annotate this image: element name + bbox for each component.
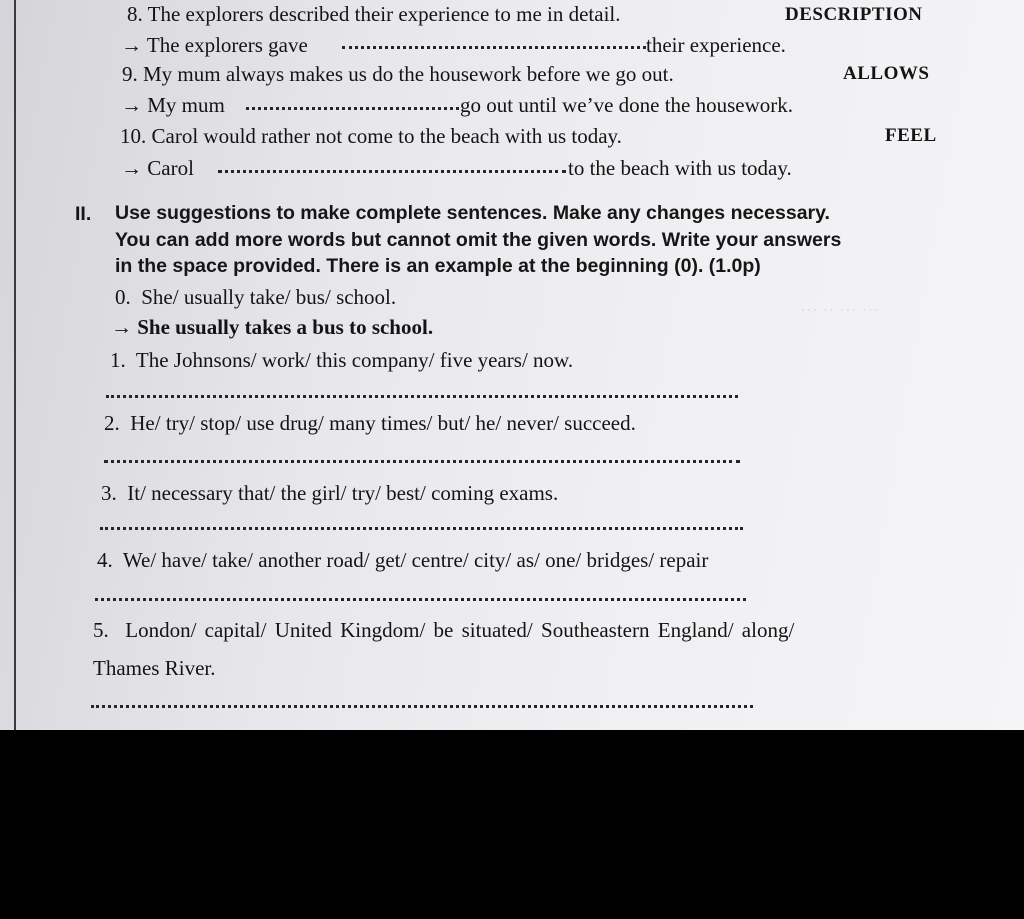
item-9-answer-start: → My mum (121, 93, 225, 117)
example-answer: → She usually takes a bus to school. (111, 315, 434, 339)
instruction-line: You can add more words but cannot omit the given words. Write your answers (115, 228, 842, 251)
item-9-answer-end: go out until we’ve done the housework. (460, 93, 794, 117)
item-1-answer-line[interactable] (106, 395, 738, 398)
show-through-text: ··· ··· ·· ··· (800, 300, 880, 320)
item-4-answer-line[interactable] (95, 598, 746, 601)
item-8-answer-end: their experience. (646, 33, 786, 57)
item-3-answer-line[interactable] (100, 527, 743, 530)
item-8-keyword: DESCRIPTION (785, 4, 923, 25)
black-bottom-area (0, 730, 1024, 919)
margin-line (14, 0, 16, 730)
item-10-answer-blank[interactable] (218, 170, 566, 173)
item-2-prompt: 2. He/ try/ stop/ use drug/ many times/ but/ he/ never/ succeed. (104, 411, 636, 435)
item-10-answer-start: → Carol (121, 156, 194, 180)
section-number: II. (75, 203, 92, 225)
item-4-prompt: 4. We/ have/ take/ another road/ get/ centre/ city/ as/ one/ bridges/ repair (97, 548, 709, 572)
item-5-answer-line[interactable] (91, 705, 753, 708)
item-9-answer-blank[interactable] (246, 107, 459, 110)
section-instructions (115, 200, 965, 280)
item-2-answer-line[interactable] (104, 460, 740, 463)
instruction-line: Use suggestions to make complete sentences. Make any changes necessary. (115, 202, 830, 224)
item-8-sentence: 8. The explorers described their experience to me in detail. (127, 2, 621, 26)
item-5-prompt-continued: Thames River. (93, 656, 216, 680)
item-9-keyword: ALLOWS (843, 63, 930, 84)
item-10-keyword: FEEL (885, 125, 937, 146)
item-5-prompt: 5. London/ capital/ United Kingdom/ be situated/ Southeastern England/ along/ (93, 618, 795, 642)
item-10-answer-end: to the beach with us today. (568, 156, 792, 180)
item-9-sentence: 9. My mum always makes us do the housework before we go out. (122, 62, 674, 86)
item-1-prompt: 1. The Johnsons/ work/ this company/ five years/ now. (110, 348, 574, 372)
item-10-sentence: 10. Carol would rather not come to the beach with us today. (120, 124, 622, 148)
item-3-prompt: 3. It/ necessary that/ the girl/ try/ best/ coming exams. (101, 481, 559, 505)
item-8-answer-start: → The explorers gave (121, 33, 308, 57)
example-prompt: 0. She/ usually take/ bus/ school. (115, 285, 397, 309)
instruction-line: in the space provided. There is an example at the beginning (0). (1.0p) (115, 255, 761, 277)
item-8-answer-blank[interactable] (342, 46, 646, 49)
